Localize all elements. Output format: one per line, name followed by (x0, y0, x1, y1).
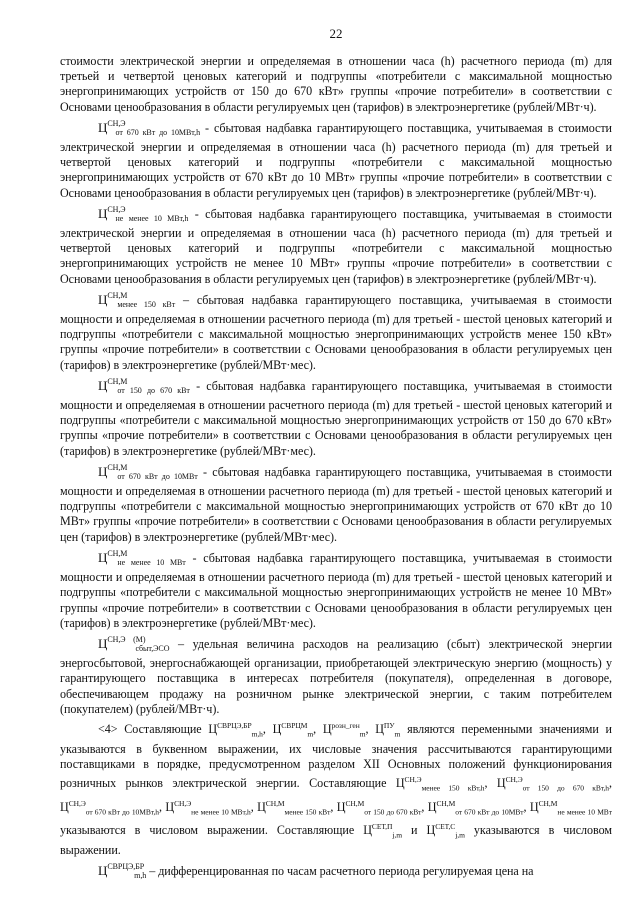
definition-symbol: $Ц^{СН,Э}_{не менее 10 МВт,h}$ (98, 204, 189, 223)
definition-symbol: $Ц^{СН,М}_{от 670 кВт до 10МВт}$ (98, 462, 198, 481)
set-text: указываются в числовом выражении. (60, 823, 612, 857)
definition-text: - сбытовая надбавка гарантирующего поставщика, учитываемая в стоимости мощности и определяемая в отношении расчетного периода (m) для третьей - шестой ценовых категорий и подгруппы «потребители с максимальной мощностью энергопринимающих устройств не менее 10 МВт» группы «прочие потребители» в соответствии с Основами ценообразования в области регулируемых цен (тарифов) в электроэнергетике (рублей/МВт·мес). (60, 550, 612, 630)
definition-text: - сбытовая надбавка гарантирующего поставщика, учитываемая в стоимости электрической энергии и определяемая в отношении часа (h) расчетного периода (m) для третьей и четвертой ценовых категорий и подгруппы «потребители с максимальной мощностью энергопринимающих устройств от 670 кВт до 10 МВт» группы «прочие потребители» в соответствии с Основами ценообразования в области регулируемых цен (тарифов) в электроэнергетике (рублей/МВт·ч). (60, 120, 612, 200)
definition-text: – сбытовая надбавка гарантирующего поставщика, учитываемая в стоимости мощности и определяемая в отношении расчетного периода (m) для третьей - шестой ценовых категорий и подгруппы «потребители с максимальной мощностью энергопринимающих устройств менее 150 кВт» группы «прочие потребители» в соответствии с Основами ценообразования в области регулируемых цен (тарифов) в электроэнергетике (рублей/МВт·мес). (60, 292, 612, 372)
definition-text: - сбытовая надбавка гарантирующего поставщика, учитываемая в стоимости электрической энергии и определяемая в отношении часа (h) расчетного периода (m) для третьей и четвертой ценовых категорий и подгруппы «потребители с максимальной мощностью энергопринимающих устройств не менее 10 МВт» группы «прочие потребители» в соответствии с Основами ценообразования в области регулируемых цен (тарифов) в электроэнергетике (рублей/МВт·ч). (60, 206, 612, 286)
definition-paragraph (60, 546, 612, 631)
set-symbol-c: $Ц^{СЕТ,С}_{j,m}$ (426, 822, 465, 840)
component-6: $Ц^{СН,М}_{от 150 до 670 кВт}$, (336, 798, 425, 817)
and-word: и (411, 823, 418, 838)
definitions-list (60, 116, 612, 717)
component-2: $Ц^{СН,Э}_{от 150 до 670 кВт,h}$, (496, 774, 612, 793)
definition-paragraph (60, 202, 612, 287)
definition-paragraph (60, 288, 612, 373)
definition-paragraph (60, 632, 612, 717)
definition-text: - сбытовая надбавка гарантирующего поставщика, учитываемая в стоимости мощности и определяемая в отношении расчетного периода (m) для третьей - шестой ценовых категорий и подгруппы «потребители с максимальной мощностью энергопринимающих устройств от 670 кВт до 10 МВт» группы «прочие потребители» в соответствии с Основами ценообразования в области регулируемых цен (тарифов) в электроэнергетике (рублей/МВт·мес). (60, 464, 612, 544)
last-definition-symbol: $Ц^{СВРЦЭ,БР}_{m,h}$ (98, 862, 147, 881)
component-3: $Ц^{СН,Э}_{от 670 кВт до 10МВт,h}$, (60, 798, 162, 817)
definition-paragraph (60, 116, 612, 201)
note-4-paragraph (60, 718, 612, 858)
definition-paragraph (60, 374, 612, 459)
definition-text: - сбытовая надбавка гарантирующего поставщика, учитываемая в стоимости мощности и определяемая в отношении расчетного периода (m) для третьей - шестой ценовых категорий и подгруппы «потребители с максимальной мощностью энергопринимающих устройств от 150 до 670 кВт» группы «прочие потребители» в соответствии с Основами ценообразования в области регулируемых цен (тарифов) в электроэнергетике (рублей/МВт·мес). (60, 378, 612, 458)
note-4-lead: <4> Составляющие (98, 721, 209, 736)
definition-paragraph (60, 460, 612, 545)
component-8: $Ц^{СН,М}_{не менее 10 МВт}$ (529, 798, 612, 817)
note-4-text: являются переменными значениями и указываются в буквенном выражении, их числовые значения рассчитываются гарантирующими поставщиками в порядке, предусмотренном разделом XII Основных положений функционирования розничных рынков электрической энергии. Составляющие (60, 721, 612, 790)
page-number: 22 (329, 26, 343, 41)
definition-text: – удельная величина расходов на реализацию (сбыт) электрической энергии энергосбытовой, энергоснабжающей организации, приобретающей электрическую энергию (мощность) у гарантирующего поставщика в интересах потребителя (покупателя), определенная в договоре, обеспечивающем продажу на розничном рынке электрической энергии, с таким потребителем (покупателем) (рублей/МВт·ч). (60, 636, 612, 716)
set-symbol-p: $Ц^{СЕТ,П}_{j,m}$ (363, 822, 403, 840)
component-5: $Ц^{СН,М}_{менее 150 кВт}$, (257, 798, 334, 817)
definition-symbol: $Ц^{СН,Э (М)}_{сбыт,ЭСО}$ (98, 634, 170, 653)
definition-symbol: $Ц^{СН,Э}_{от 670 кВт до 10МВт,h}$ (98, 118, 201, 137)
definition-symbol: $Ц^{СН,М}_{менее 150 кВт}$ (98, 290, 176, 309)
components-text: указываются в числовом выражении. Составляющие (60, 823, 364, 838)
definition-symbol: $Ц^{СН,М}_{не менее 10 МВт}$ (98, 548, 186, 567)
intro-paragraph: стоимости электрической энергии и определяемая в отношении часа (h) расчетного периода (m) для третьей и четвертой ценовых категорий и подгруппы «потребители с максимальной мощностью энергопринимающих устройств от 150 до 670 кВт» группы «прочие потребители» в соответствии с Основами ценообразования в области регулируемых цен (тарифов) в электроэнергетике (рублей/МВт·ч). (60, 54, 612, 114)
last-definition-text: – дифференцированная по часам расчетного периода регулируемая цена на (146, 864, 534, 879)
component-7: $Ц^{СН,М}_{от 670 кВт до 10МВт}$, (427, 798, 527, 817)
note-4-symbols: $Ц^{СВРЦЭ,БР}_{m,h}$, $Ц^{СВРЦМ}_m$, $Ц^{розн\_ген}_m$, $Ц^{ПУ}_m$ (208, 720, 401, 739)
definition-symbol: $Ц^{СН,М}_{от 150 до 670 кВт}$ (98, 376, 190, 395)
component-4: $Ц^{СН,Э}_{не менее 10 МВт,h}$, (165, 798, 254, 817)
last-definition (60, 859, 612, 883)
component-1: $Ц^{СН,Э}_{менее 150 кВт,h}$, (395, 774, 488, 793)
